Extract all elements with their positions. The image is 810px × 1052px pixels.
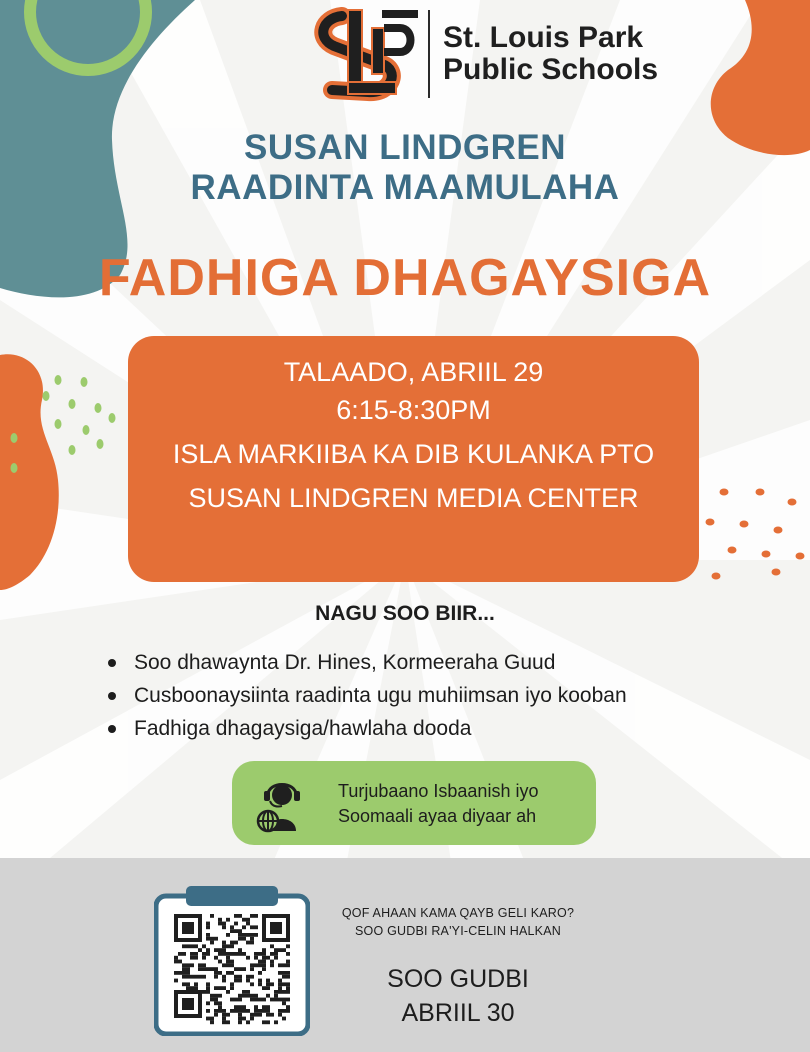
qr-code-icon[interactable] bbox=[154, 886, 310, 1036]
interpretation-line2: Soomaali ayaa diyaar ah bbox=[338, 806, 537, 826]
agenda-item-text: Fadhiga dhagaysiga/hawlaha dooda bbox=[134, 717, 472, 740]
bullet-icon bbox=[108, 659, 116, 667]
event-day: TALAADO, ABRIIL 29 bbox=[283, 357, 544, 387]
agenda-list bbox=[108, 646, 627, 745]
question-line2: SOO GUDBI RA'YI-CELIN HALKAN bbox=[355, 924, 561, 938]
logo-divider bbox=[428, 10, 430, 98]
subtitle-line2: RAADINTA MAAMULAHA bbox=[190, 168, 620, 207]
district-name-line2: Public Schools bbox=[443, 53, 659, 86]
list-item bbox=[108, 646, 627, 679]
agenda-item-text: Cusboonaysiinta raadinta ugu muhiimsan iyo kooban bbox=[134, 684, 627, 707]
list-item bbox=[108, 712, 627, 745]
headline: FADHIGA DHAGAYSIGA bbox=[98, 249, 712, 307]
event-details-box bbox=[128, 336, 699, 582]
deadline-line2: ABRIIL 30 bbox=[401, 999, 515, 1027]
interpreter-headset-icon bbox=[254, 773, 310, 833]
interpretation-line1: Turjubaano Isbaanish iyo bbox=[338, 781, 539, 801]
interpretation-text bbox=[338, 779, 538, 829]
event-note: ISLA MARKIIBA KA DIB KULANKA PTO bbox=[172, 439, 655, 469]
interpretation-badge bbox=[232, 761, 596, 845]
list-item bbox=[108, 679, 627, 712]
agenda-title: NAGU SOO BIIR... bbox=[315, 602, 495, 625]
agenda-item-text: Soo dhawaynta Dr. Hines, Kormeeraha Guud bbox=[134, 651, 556, 674]
slp-monogram-icon bbox=[312, 6, 424, 102]
bullet-icon bbox=[108, 692, 116, 700]
feedback-question bbox=[318, 904, 598, 940]
question-line1: QOF AHAAN KAMA QAYB GELI KARO? bbox=[341, 906, 575, 920]
submit-deadline bbox=[318, 962, 598, 1030]
district-name-line1: St. Louis Park bbox=[443, 21, 644, 54]
subtitle-line1: SUSAN LINDGREN bbox=[243, 128, 567, 167]
event-time: 6:15-8:30PM bbox=[336, 395, 491, 425]
bullet-icon bbox=[108, 725, 116, 733]
event-location: SUSAN LINDGREN MEDIA CENTER bbox=[188, 483, 639, 513]
district-name bbox=[443, 22, 658, 86]
deadline-line1: SOO GUDBI bbox=[387, 965, 529, 993]
